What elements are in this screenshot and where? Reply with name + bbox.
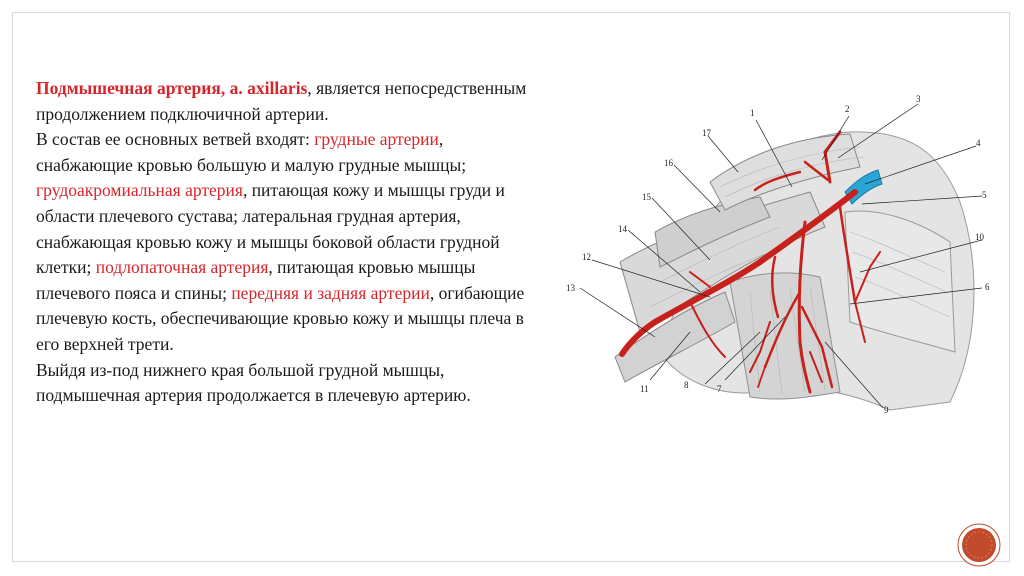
label-5: 5 (982, 190, 987, 200)
intro-text: , является непосредственным продолжением подключичной артерии. (36, 78, 527, 124)
label-3: 3 (916, 94, 921, 104)
axillary-artery-diagram (560, 92, 1000, 422)
term-thoracoacromial-artery: грудоакромиальная артерия (36, 180, 243, 201)
text-block (36, 76, 532, 409)
label-13: 13 (566, 283, 575, 293)
term-circumflex-arteries: передняя и задняя артерии (231, 282, 430, 303)
circle-ornament-icon (957, 523, 1001, 567)
branches-text-3: , питающая кровью мышцы плечевого пояса и спины; (36, 257, 476, 303)
branches-intro: В состав ее основных ветвей входят: (36, 129, 315, 150)
label-16: 16 (664, 158, 673, 168)
label-9: 9 (884, 405, 889, 415)
paragraph-intro (36, 76, 532, 127)
label-4: 4 (976, 138, 981, 148)
anatomy-illustration (560, 92, 1000, 422)
label-6: 6 (985, 282, 990, 292)
label-11: 11 (640, 384, 649, 394)
term-chest-arteries: грудные артерии (314, 129, 439, 150)
branches-text-4: , огибающие плечевую кость, обеспечивающие кровью кожу и мышцы плеча в его верхней трети. (36, 282, 525, 354)
label-1: 1 (750, 108, 755, 118)
term-subscapular-artery: подлопаточная артерия (95, 257, 269, 278)
label-12: 12 (582, 252, 591, 262)
branches-text-1: , снабжающие кровью большую и малую грудные мышцы; (36, 129, 467, 175)
label-7: 7 (717, 384, 722, 394)
label-15: 15 (642, 192, 651, 202)
paragraph-continuation: Выйдя из-под нижнего края большой грудной мышцы, подмышечная артерия продолжается в плечевую артерию. (36, 359, 471, 406)
label-10: 10 (975, 232, 984, 242)
title-term: Подмышечная артерия, а. axillaris (36, 78, 308, 98)
branches-text-2: , питающая кожу и мышцы груди и области плечевого сустава; латеральная грудная артерия, снабжающая кровью кожу и мышцы боковой области грудной клетки; (36, 180, 505, 278)
paragraph-branches (36, 127, 532, 357)
label-8: 8 (684, 380, 689, 390)
label-17: 17 (702, 128, 711, 138)
label-14: 14 (618, 224, 627, 234)
label-2: 2 (845, 104, 850, 114)
